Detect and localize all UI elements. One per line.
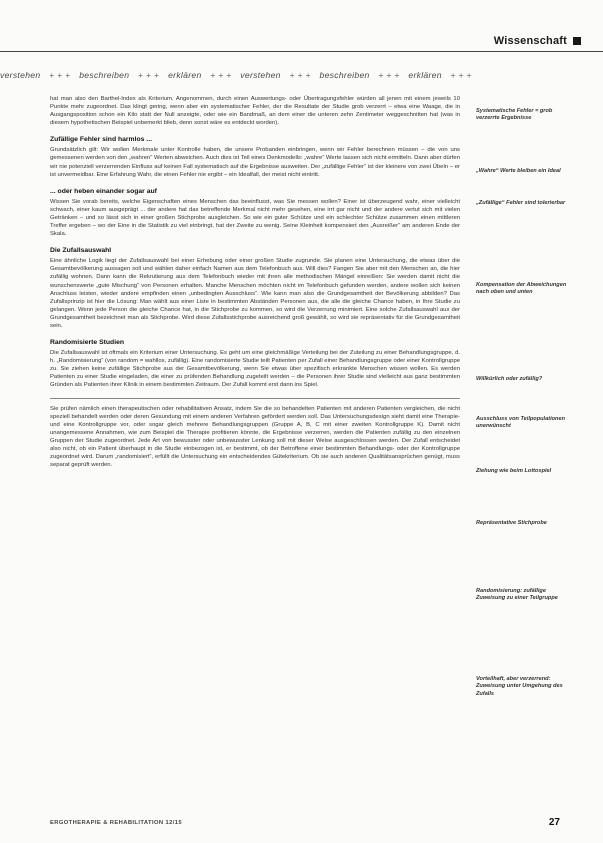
article-body (50, 95, 460, 477)
square-icon (573, 37, 581, 45)
keyword-separator: + + + (289, 70, 311, 80)
keyword-item: verstehen (0, 70, 41, 80)
margin-note: Systematische Fehler = grob verzerrte Ergebnisse (476, 108, 553, 122)
margin-note: Ziehung wie beim Lottospiel (476, 468, 552, 474)
margin-note: „Wahre“ Werte bleiben ein Ideal (476, 168, 561, 174)
section-heading: Zufällige Fehler sind harmlos ... (50, 136, 152, 144)
section-heading: Randomisierte Studien (50, 339, 125, 347)
page-footer (50, 817, 560, 828)
section-heading: ... oder heben einander sogar auf (50, 187, 157, 195)
paragraph: Wissen Sie vorab bereits, welche Eigenschaften eines Menschen das beeinflusst, was Sie messen wollen? Einer ist überzeugend wahr, einer vielleicht schwach, einer kaum ausgeprägt ... der andere hat das betreffende Merkmal nicht mehr gesehen, eine irrt gar nicht und der andere vertut sich mit vielen Getränken – und so lässt sich in einer großen Stichprobe ausgleichen. So wie ein guter Schütze und ein schlechter Schütze zusammen einen mittleren Treffer ergeben – wo der Eine in die Statistik zu viel einbringt, hat der Zweite zu wenig. Seine Kleinheit kompensiert den „Ausreißer“ am anderen Ende der Skala. (50, 198, 460, 238)
margin-note: Willkürlich oder zufällig? (476, 376, 543, 382)
paragraph: Die Zufallsauswahl ist oftmals ein Kriterium einer Untersuchung. Es geht um eine gleichmäßige Verteilung bei der Zuteilung zu einer Behandlungsgruppe, d. h. „Randomisierung“ (von random = wahllos, zufällig). Eine randomisierte Studie teilt Patienten per Zufall einer Behandlungsgruppe oder einer Kontrollgruppe zu. Sie ziehen keine zufällige Stichprobe aus der Gesamtbevölkerung, wenn Sie etwas über spezifisch erkrankte Menschen wissen wollen. Es werden Patienten zu einer Studie eingeladen, die einer zu prüfenden Behandlung zugeteilt werden – die Personen ihrer Studie sind vielleicht aus ganz bestimmten Gründen als Patienten ihrer Klinik in einem bestimmten Zeitraum. Der Zufall kommt erst dann ins Spiel. (50, 350, 460, 389)
header-divider (0, 51, 603, 52)
margin-note: Repräsentative Stichprobe (476, 520, 547, 526)
margin-note: Kompensation der Abweichungen nach oben und unten (476, 282, 567, 296)
keyword-item: verstehen (240, 70, 281, 80)
keyword-separator: + + + (210, 70, 232, 80)
closing-section (50, 398, 460, 470)
margin-note: Randomisierung: zufällige Zuweisung zu einer Teilgruppe (476, 588, 558, 602)
paragraph: Sie prüfen nämlich einen therapeutischen oder rehabilitativen Ansatz, indem Sie die so behandelten Patienten mit anderen Patienten vergleichen, die nicht speziell behandelt werden oder deren Gesundung mit einem anderen Verfahren gefördert werden soll. Das Untersuchungsdesign sieht damit eine Therapie- und eine Kontrollgruppe vor, oder sogar gleich mehrere Behandlungsgruppen (Gruppe A, B, C mit einer zweiten Kontrollgruppe K). Damit nicht unangemessene Annahmen, wie zum Beispiel die Therapie profitieren könnte, die Ergebnisse verzerren, werden die Patienten zufällig zu den einzelnen Gruppen der Studie zugeordnet. Jede Art von bewusster oder unbewusster Lenkung soll mit dieser Weise ausgeschlossen werden. Der Zufall entscheidet also nicht, ob ein Patient überhaupt in die Studie einbezogen ist, er bestimmt, ob der Betroffene einer bestimmten Behandlungs- oder der Kontrollgruppe zugeordnet wird. Darum „randomisiert“, erfüllt die Untersuchung ein entscheidendes Gütekriterium. Ob sie auch anderen Qualitätsansprüchen genügt, muss separat geprüft werden. (50, 405, 460, 469)
keyword-separator: + + + (378, 70, 400, 80)
margin-note: Vorteilhaft, aber verzerrend: Zuweisung unter Umgehung des Zufalls (476, 676, 563, 697)
keyword-separator: + + + (49, 70, 71, 80)
keyword-separator: + + + (450, 70, 472, 80)
keyword-strip (0, 70, 603, 82)
page-number: 27 (548, 817, 560, 828)
margin-note: „Zufällige“ Fehler sind tolerierbar (476, 200, 566, 206)
keyword-item: beschreiben (319, 70, 370, 80)
keyword-item: erklären (168, 70, 202, 80)
section-heading: Die Zufallsauswahl (50, 247, 112, 255)
section-title: Wissenschaft (493, 35, 567, 47)
keyword-item: erklären (408, 70, 442, 80)
paragraph: hat man also den Barthel-Index als Kriterium. Angenommen, durch einen Auswertungs- oder Übertragungsfehler würden all jenen mit einem jeweils 10 Punkte mehr zugeordnet. Das klingt gering, wenn aber ein systematischer Fehler, der die Resultate der Studie grob verzerrt – etwa eine Waage, die in Ausgangsposition schon ein Kilo statt der Null anzeigte, oder wie ein Bandmaß, an dem einer die unteren zehn Zentimeter weggeschnitten hat (was in diesem hypothetischen Beispiel unbemerkt blieb, denn sonst wäre es entdeckt worden). (50, 96, 460, 127)
keyword-separator: + + + (138, 70, 160, 80)
margin-note: Ausschluss von Teilpopulationen unerwünscht (476, 416, 565, 430)
publication-info: ERGOTHERAPIE & REHABILITATION 12/15 (50, 819, 182, 826)
section-header (494, 35, 581, 47)
keyword-item: beschreiben (79, 70, 130, 80)
paragraph: Grundsätzlich gilt: Wir wollen Merkmale unter Kontrolle haben, die unsere Probanden einbringen, wenn wir Fehler berechnen müssen – die von uns gemessenen werden von den „wahren“ Werten abweichen. Auch dies ist Teil eines Denkmodells: „wahre“ Werte lassen sich nicht ermitteln. Dann aber dürfen wir nie potenziell verzerrenden Einfluss auf keinen Fall systematisch auf die Ergebnisse ausweiten. Der „zufällige Fehler“ ist der kleinere von zwei Übeln – er ist unvermeidbar. Eine Erfahrung Wahr, die einen Fehler nie ergibt – ein Idealfall, der meist nicht eintritt. (50, 147, 460, 178)
paragraph: Eine ähnliche Logik liegt der Zufallsauswahl bei einer Erhebung oder einer großen Studie zugrunde. Sie planen eine Untersuchung, die etwas über die Gesamtbevölkerung aussagen soll und wählen daher einfach Namen aus dem Telefonbuch aus. Will dies? Fangen Sie aber mit den Menschen an, die hier zufällig wohnen. Dann kann die Rekrutierung aus dem Telefonbuch wieder mit ihren alle methodischen Mängel einreißen: Sie werden damit nicht die wunschenswerte „gute Mischung“ von Personen erhalten. Manche Menschen möchten nicht im Telefonbuch gefunden werden, andere wollen sich keinen Anschluss leisten, wieder andere empfinden einen „unbedingten Ausschluss“. Wie kann man also die Grundgesamtheit der Bevölkerung abbilden? Das Zufallsprinzip ist hier die Lösung: Man wählt aus einer Liste in bestimmten Abständen Personen aus, die alle die gleiche Chance haben, in Ihre Studie zu gelangen. Wenn jede Person die gleiche Chance hat, in die Stichprobe zu kommen, so wird die Verzerrung minimiert. Eine solche Zufallsauswahl aus der Grundgesamtheit bezeichnet man als Stichprobe. Wird diese Zufallsstichprobe ausreichend groß gewählt, so wird sie repräsentativ für die Grundgesamtheit sein. (50, 258, 460, 329)
